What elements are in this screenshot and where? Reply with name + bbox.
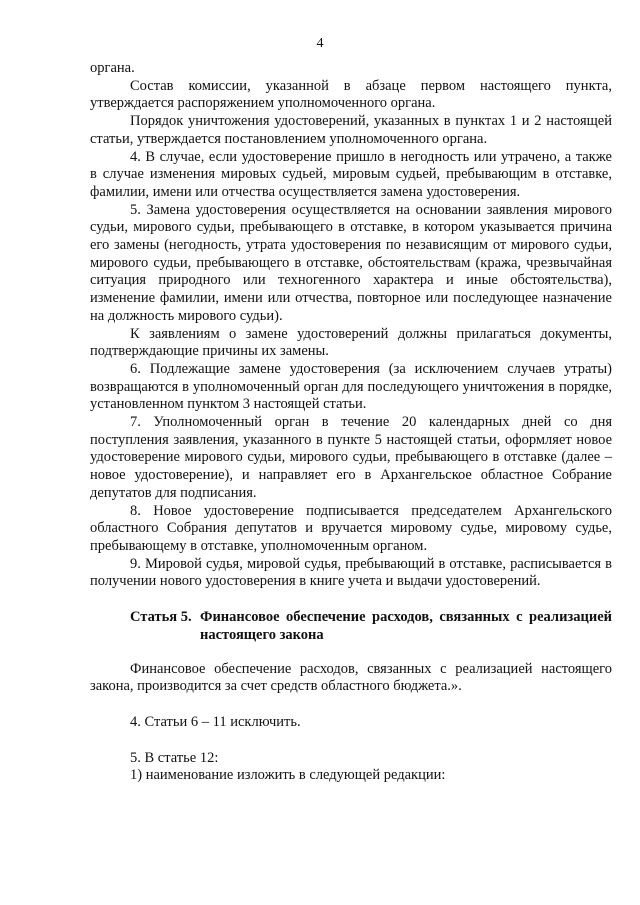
article-heading [90,609,612,644]
paragraph: 5. В статье 12: [130,749,219,766]
paragraph: 6. Подлежащие замене удостоверения (за исключением случаев утраты) возвращаются в уполномоченный орган для последующего уничтожения в порядке, установленном пунктом 3 настоящей статьи. [90,360,612,413]
paragraph: органа. [90,60,135,76]
paragraph: 7. Уполномоченный орган в течение 20 календарных дней со дня поступления заявления, указанного в пункте 5 настоящей статьи, оформляет новое удостоверение мирового судьи, мирового судьи, пребывающего в отставке (далее – новое удостоверение), и направляет его в Архангельское областное Собрание депутатов для подписания. [90,414,612,501]
article-number: Статья 5. [130,609,192,626]
article-title: Финансовое обеспечение расходов, связанных с реализацией настоящего закона [200,609,612,643]
page-number: 4 [316,36,324,51]
paragraph: Состав комиссии, указанной в абзаце первом настоящего пункта, утверждается распоряжением уполномоченного органа. [90,77,612,112]
paragraph: 4. В случае, если удостоверение пришло в негодность или утрачено, а также в случае изменения мировых судьей, мировым судьей, пребывающим в отставке, фамилии, имени или отчества осуществляется замена удостоверения. [90,148,612,200]
paragraph: 9. Мировой судья, мировой судья, пребывающий в отставке, расписывается в получении нового удостоверения в книге учета и выдачи удостоверений. [90,555,612,590]
paragraph: Финансовое обеспечение расходов, связанных с реализацией настоящего закона, производится за счет средств областного бюджета.». [90,660,612,695]
paragraph: К заявлениям о замене удостоверений должны прилагаться документы, подтверждающие причины их замены. [90,325,612,360]
paragraph: 8. Новое удостоверение подписывается председателем Архангельского областного Собрания депутатов и вручается мировому судье, мировому судье, пребывающему в отставке, уполномоченным органом. [90,502,612,554]
paragraph: 1) наименование изложить в следующей редакции: [130,767,446,784]
document-body [90,60,612,785]
paragraph: 5. Замена удостоверения осуществляется на основании заявления мирового судьи, мирового судьи, пребывающего в отставке, в котором указывается причина его замены (негодность, утрата удостоверения по независящим от мирового судьи, мирового судьи, пребывающего в отставке, обстоятельствам (кража, чрезвычайная ситуация природного или техногенного характера и иные обстоятельства), изменение фамилии, имени или отчества, повторное или последующее назначение на должность мирового судьи). [90,201,612,324]
paragraph: 4. Статьи 6 – 11 исключить. [130,713,301,730]
paragraph: Порядок уничтожения удостоверений, указанных в пунктах 1 и 2 настоящей статьи, утверждается постановлением уполномоченного органа. [90,113,612,147]
